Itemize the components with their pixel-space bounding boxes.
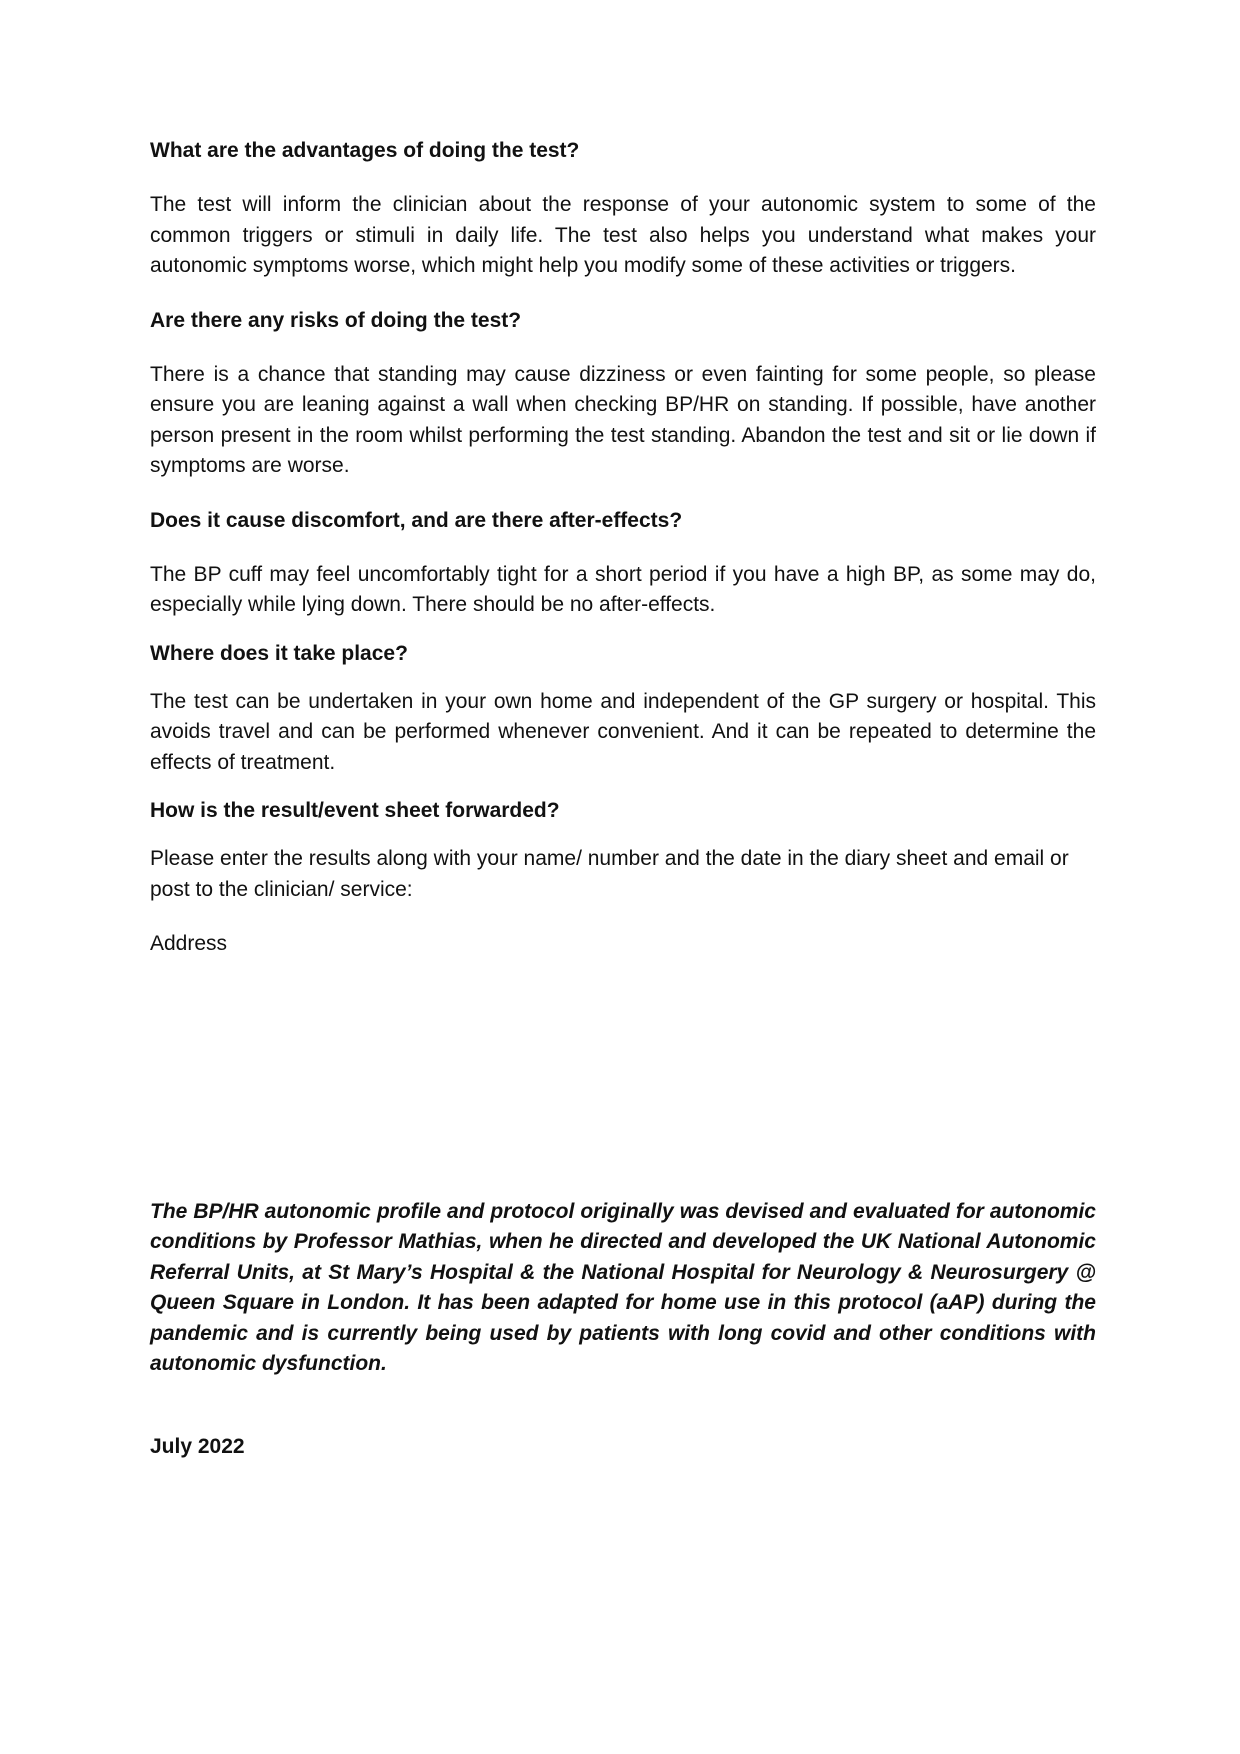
heading-advantages: What are the advantages of doing the test?	[150, 139, 580, 162]
address-blank-space	[150, 960, 1096, 1197]
paragraph-risks: There is a chance that standing may cause dizziness or even fainting for some people, so please ensure you are leaning against a wall when checking BP/HR on standing. If possible, have another person present in the room whilst performing the test standing. Abandon the test and sit or lie down if symptoms are worse.	[150, 362, 1096, 477]
paragraph-forwarding: Please enter the results along with your name/ number and the date in the diary sheet and email or post to the clinician/ service:	[150, 847, 1069, 901]
heading-forwarding: How is the result/event sheet forwarded?	[150, 799, 560, 822]
document-date: July 2022	[150, 1434, 245, 1458]
address-label: Address	[150, 932, 228, 955]
paragraph-location: The test can be undertaken in your own home and independent of the GP surgery or hospital. This avoids travel and can be performed whenever convenient. And it can be repeated to determine the effects of treatment.	[150, 689, 1096, 774]
document-page	[150, 136, 1096, 1462]
paragraph-discomfort: The BP cuff may feel uncomfortably tight for a short period if you have a high BP, as some may do, especially while lying down. There should be no after-effects.	[150, 562, 1096, 616]
paragraph-advantages: The test will inform the clinician about the response of your autonomic system to some of the common triggers or stimuli in daily life. The test also helps you understand what makes your autonomic symptoms worse, which might help you modify some of these activities or triggers.	[150, 193, 1096, 277]
heading-location: Where does it take place?	[150, 641, 408, 665]
heading-discomfort: Does it cause discomfort, and are there after-effects?	[150, 508, 683, 532]
heading-risks: Are there any risks of doing the test?	[150, 308, 522, 332]
protocol-footnote: The BP/HR autonomic profile and protocol originally was devised and evaluated for autonomic conditions by Professor Mathias, when he directed and developed the UK National Autonomic Referral Units, at St Mary’s Hospital & the National Hospital for Neurology & Neurosurgery @ Queen Square in London. It has been adapted for home use in this protocol (aAP) during the pandemic and is currently being used by patients with long covid and other conditions with autonomic dysfunction.	[150, 1199, 1096, 1375]
